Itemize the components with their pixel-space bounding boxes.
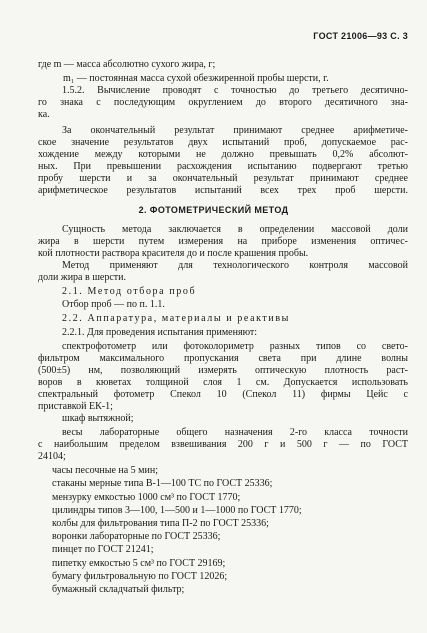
text-line: спектральный фотометр Спекол 10 (Спекол 11) фирмы Цейс с <box>38 389 408 400</box>
text-line: приставкой ЕК-1; <box>38 401 113 412</box>
text-line: где m — масса абсолютно сухого жира, г; <box>38 59 216 70</box>
text-line: 1.5.2. Вычисление проводят с точностью до третьего десятично- <box>62 85 408 96</box>
text-line: хождение между которыми не должно превышать 0,2% абсолют- <box>38 149 408 160</box>
text-line: 24104; <box>38 451 66 462</box>
text-line: Сущность метода заключается в определении массовой доли <box>62 224 408 235</box>
text-line: шкаф вытяжной; <box>62 413 134 424</box>
text-line: колбы для фильтрования типа П-2 по ГОСТ 25336; <box>52 518 269 529</box>
text-line: весы лабораторные общего назначения 2-го класса точности <box>62 427 408 438</box>
text-line: спектрофотометр или фотоколориметр разных типов со свето- <box>62 341 408 352</box>
text-line: ское значение результатов двух испытаний проб, допускаемое рас- <box>38 137 408 148</box>
text-line: стаканы мерные типа В-1—100 ТС по ГОСТ 25336; <box>52 478 273 489</box>
text-line: Отбор проб — по п. 1.1. <box>62 299 165 310</box>
text-line: с наибольшим пределом взвешивания 200 г и 500 г — по ГОСТ <box>38 439 408 450</box>
text-line: Метод применяют для технологического контроля массовой <box>62 260 408 271</box>
text-line: арифметическое результатов испытаний всех трех проб шерсти. <box>38 185 408 196</box>
page-header: ГОСТ 21006—93 С. 3 <box>313 31 408 41</box>
text-line: (500±5) нм, позволяющий измерять оптическую плотность раст- <box>38 365 408 376</box>
text-line: 2.2.1. Для проведения испытания применяют: <box>62 327 258 338</box>
text-line: m₁ — постоянная масса сухой обезжиренной пробы шерсти, г. <box>63 73 329 84</box>
text-line: жира в шерсти путем измерения на приборе изменения оптичес- <box>38 236 408 247</box>
text-line: го знака с последующим округлением до второго десятичного зна- <box>38 97 408 108</box>
text-line: фильтром максимального пропускания света при длине волны <box>38 353 408 364</box>
text-line: бумагу фильтровальную по ГОСТ 12026; <box>52 571 228 582</box>
text-line: воронки лабораторные по ГОСТ 25336; <box>52 531 221 542</box>
text-line: ных. При превышении расхождения испытанию подвергают третью <box>38 161 408 172</box>
section-heading: 2. ФОТОМЕТРИЧЕСКИЙ МЕТОД <box>138 205 289 215</box>
text-line: цилиндры типов 3—100, 1—500 и 1—1000 по ГОСТ 1770; <box>52 505 302 516</box>
subsection-heading: 2.1. Метод отбора проб <box>62 286 197 297</box>
text-line: ка. <box>38 109 50 120</box>
text-line: бумажный складчатый фильтр; <box>52 584 185 595</box>
subsection-heading: 2.2. Аппаратура, материалы и реактивы <box>62 313 290 324</box>
text-line: часы песочные на 5 мин; <box>52 465 158 476</box>
text-line: пипетку емкостью 5 см³ по ГОСТ 29169; <box>52 558 226 569</box>
text-line: пинцет по ГОСТ 21241; <box>52 544 154 555</box>
text-line: мензурку емкостью 1000 см³ по ГОСТ 1770; <box>52 492 241 503</box>
text-line: доли жира в шерсти. <box>38 272 127 283</box>
text-line: За окончательный результат принимают среднее арифметиче- <box>62 125 408 136</box>
text-line: кой плотности раствора красителя до и после крашения пробы. <box>38 248 309 259</box>
text-line: пробу шерсти и за окончательный результат принимают среднее <box>38 173 408 184</box>
text-line: воров в кюветах толщиной слоя 1 см. Допускается использовать <box>38 377 408 388</box>
